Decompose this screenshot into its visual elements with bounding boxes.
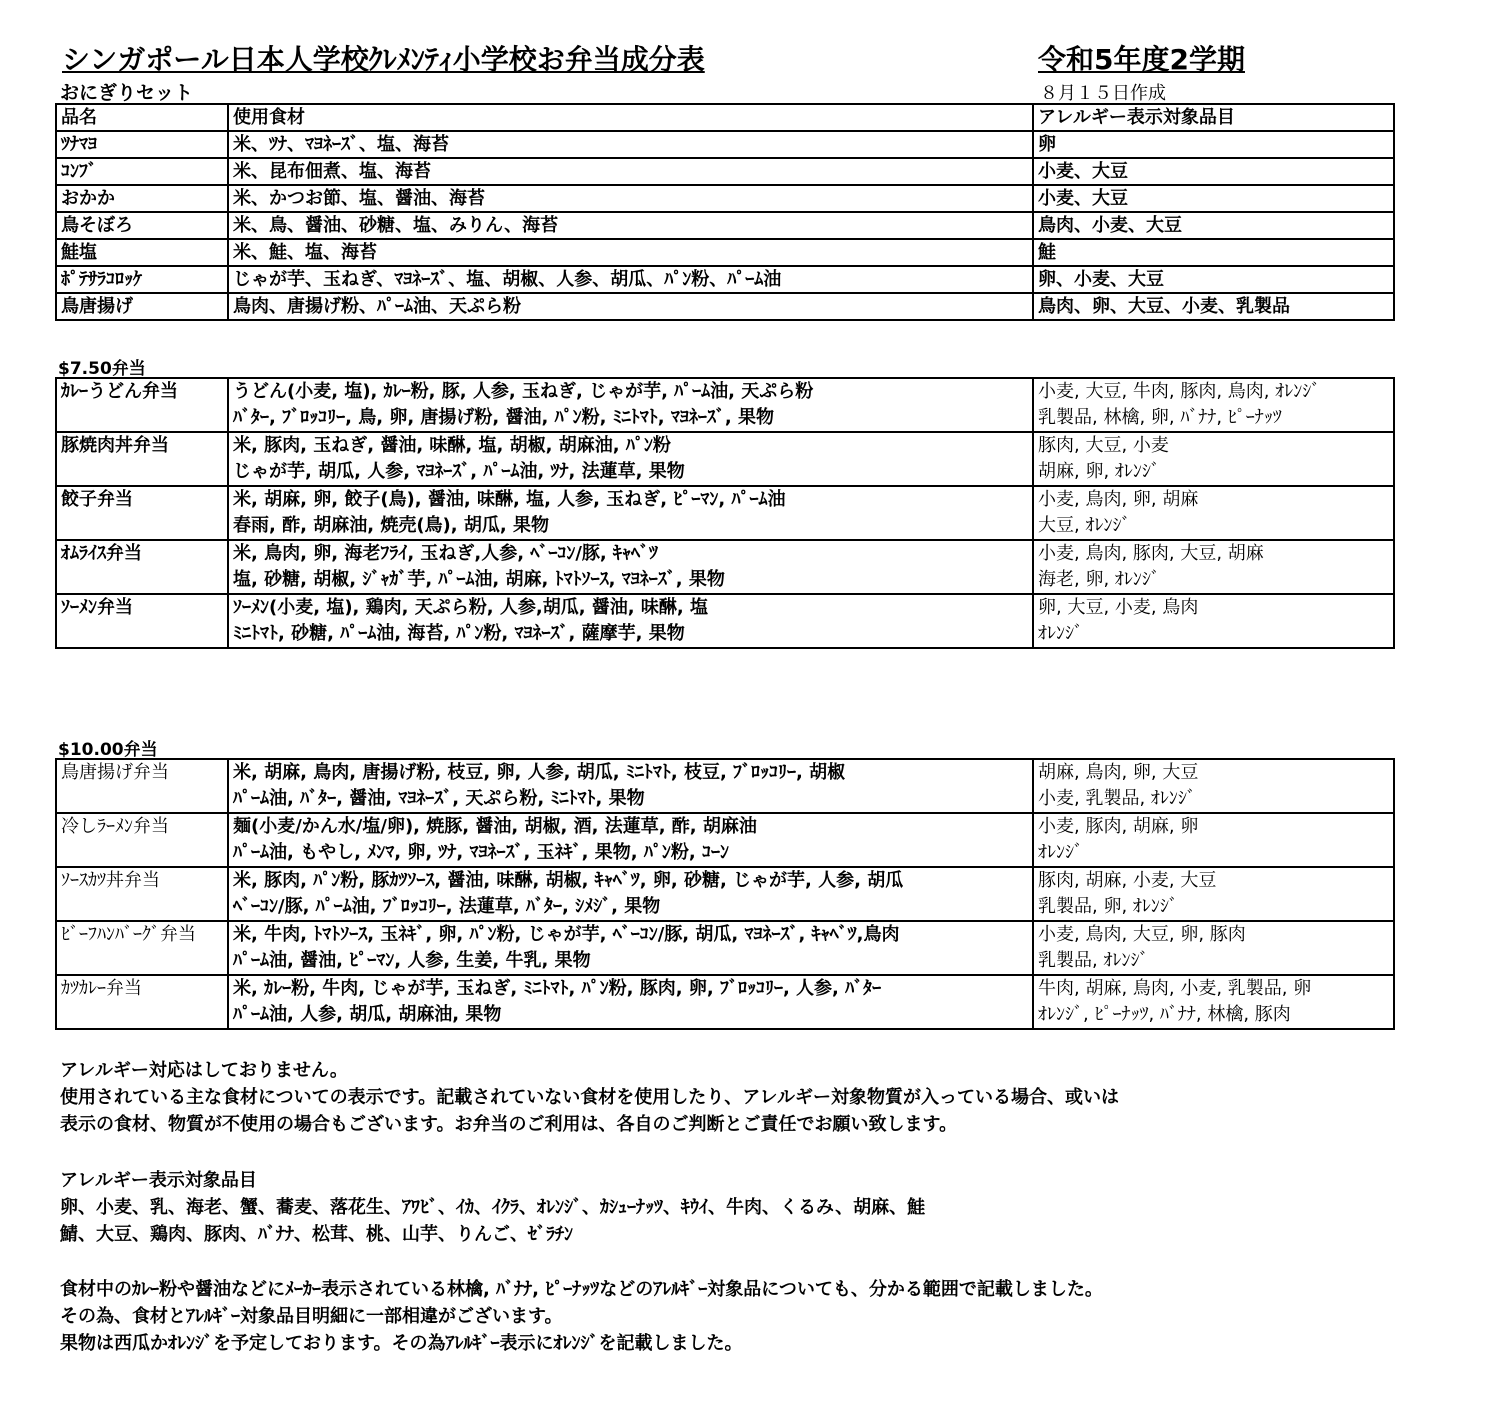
allergens-line-2: 乳製品, 林檎, 卵, ﾊﾞﾅﾅ, ﾋﾟｰﾅｯﾂ <box>1038 407 1282 428</box>
table-row <box>56 921 1394 975</box>
item-ingredients: 米、鳥、醤油、砂糖、塩、みりん、海苔 <box>228 212 1033 239</box>
allergens-line-2: 小麦, 乳製品, ｵﾚﾝｼﾞ <box>1038 788 1196 809</box>
item-name: ｿｰﾒﾝ弁当 <box>56 594 228 648</box>
item-allergens: 鳥肉、卵、大豆、小麦、乳製品 <box>1033 293 1394 320</box>
created-date: ８月１５日作成 <box>1040 83 1166 104</box>
item-name: 餃子弁当 <box>56 486 228 540</box>
item-ingredients: 米、鮭、塩、海苔 <box>228 239 1033 266</box>
allergen-list-line-2: 鯖、大豆、鶏肉、豚肉、ﾊﾞﾅﾅ、松茸、桃、山芋、りんご、ｾﾞﾗﾁﾝ <box>60 1224 573 1245</box>
table-row <box>56 158 1394 185</box>
item-name: ｺﾝﾌﾞ <box>56 158 228 185</box>
footnote-maker-labels: 食材中のｶﾚｰ粉や醤油などにﾒｰｶｰ表示されている林檎, ﾊﾞﾅﾅ, ﾋﾟｰﾅｯﾂなどのｱﾚﾙｷﾞｰ対象品についても、分かる範囲で記載しました。 <box>60 1279 1103 1300</box>
allergens-line-2: 大豆, ｵﾚﾝｼﾞ <box>1038 515 1131 536</box>
allergens-line-1: 小麦, 大豆, 牛肉, 豚肉, 鳥肉, ｵﾚﾝｼﾞ <box>1038 381 1321 402</box>
allergens-line-2: ｵﾚﾝｼﾞ <box>1038 623 1083 644</box>
item-allergens: 鮭 <box>1033 239 1394 266</box>
item-name: 鮭塩 <box>56 239 228 266</box>
section-label-1000: $10.00弁当 <box>58 740 158 760</box>
table-row <box>56 486 1394 540</box>
bento-750-table <box>55 377 1395 649</box>
table-row <box>56 813 1394 867</box>
table-row <box>56 266 1394 293</box>
table-row <box>56 212 1394 239</box>
item-allergens: 卵 <box>1033 131 1394 158</box>
item-name: 冷しﾗｰﾒﾝ弁当 <box>56 813 228 867</box>
ingredients-line-2: 春雨, 酢, 胡麻油, 焼売(鳥), 胡瓜, 果物 <box>233 515 549 536</box>
ingredients-line-1: うどん(小麦, 塩), ｶﾚｰ粉, 豚, 人参, 玉ねぎ, じゃが芋, ﾊﾟｰﾑ油, 天ぷら粉 <box>233 381 814 402</box>
ingredients-line-1: 米, ｶﾚｰ粉, 牛肉, じゃが芋, 玉ねぎ, ﾐﾆﾄﾏﾄ, ﾊﾟﾝ粉, 豚肉, 卵, ﾌﾞﾛｯｺﾘｰ, 人参, ﾊﾞﾀｰ <box>233 978 882 999</box>
set-name: おにぎりセット <box>60 82 194 104</box>
item-name: ﾎﾟﾃｻﾗｺﾛｯｹ <box>56 266 228 293</box>
allergens-line-1: 豚肉, 大豆, 小麦 <box>1038 435 1169 456</box>
item-name: ｿｰｽｶﾂ丼弁当 <box>56 867 228 921</box>
table-row <box>56 540 1394 594</box>
item-name: ｶﾂｶﾚｰ弁当 <box>56 975 228 1029</box>
allergens-line-1: 小麦, 鳥肉, 大豆, 卵, 豚肉 <box>1038 924 1246 945</box>
header-ingredients: 使用食材 <box>228 104 1033 131</box>
item-name: ｶﾚｰうどん弁当 <box>56 378 228 432</box>
table-row <box>56 131 1394 158</box>
allergens-line-2: ｵﾚﾝｼﾞ <box>1038 842 1083 863</box>
ingredients-line-2: 塩, 砂糖, 胡椒, ｼﾞｬｶﾞ芋, ﾊﾟｰﾑ油, 胡麻, ﾄﾏﾄｿｰｽ, ﾏﾖﾈｰｽﾞ, 果物 <box>233 569 725 590</box>
item-name: 鳥そぼろ <box>56 212 228 239</box>
ingredients-line-1: ｿｰﾒﾝ(小麦, 塩), 鶏肉, 天ぷら粉, 人参,胡瓜, 醤油, 味醂, 塩 <box>233 597 709 618</box>
allergens-line-1: 小麦, 鳥肉, 豚肉, 大豆, 胡麻 <box>1038 543 1264 564</box>
ingredients-line-1: 米, 牛肉, ﾄﾏﾄｿｰｽ, 玉ﾈｷﾞ, 卵, ﾊﾟﾝ粉, じゃが芋, ﾍﾞｰｺﾝ/豚, 胡瓜, ﾏﾖﾈｰｽﾞ, ｷｬﾍﾞﾂ,鳥肉 <box>233 924 900 945</box>
ingredients-line-2: ﾊﾟｰﾑ油, ﾊﾞﾀｰ, 醤油, ﾏﾖﾈｰｽﾞ, 天ぷら粉, ﾐﾆﾄﾏﾄ, 果物 <box>233 788 645 809</box>
item-ingredients: 米、昆布佃煮、塩、海苔 <box>228 158 1033 185</box>
table-row <box>56 432 1394 486</box>
table-row <box>56 867 1394 921</box>
document-title: シンガポール日本人学校ｸﾚﾒﾝﾃｨ小学校お弁当成分表 <box>62 43 705 76</box>
allergens-line-1: 胡麻, 鳥肉, 卵, 大豆 <box>1038 762 1199 783</box>
item-name: 豚焼肉丼弁当 <box>56 432 228 486</box>
header-item-name: 品名 <box>56 104 228 131</box>
ingredients-line-1: 麺(小麦/かん水/塩/卵), 焼豚, 醤油, 胡椒, 酒, 法蓮草, 酢, 胡麻油 <box>233 816 757 837</box>
allergens-line-2: ｵﾚﾝｼﾞ, ﾋﾟｰﾅｯﾂ, ﾊﾞﾅﾅ, 林檎, 豚肉 <box>1038 1004 1291 1025</box>
ingredients-line-2: ﾐﾆﾄﾏﾄ, 砂糖, ﾊﾟｰﾑ油, 海苔, ﾊﾟﾝ粉, ﾏﾖﾈｰｽﾞ, 薩摩芋, 果物 <box>233 623 685 644</box>
ingredients-line-1: 米, 胡麻, 鳥肉, 唐揚げ粉, 枝豆, 卵, 人参, 胡瓜, ﾐﾆﾄﾏﾄ, 枝豆, ﾌﾞﾛｯｺﾘｰ, 胡椒 <box>233 762 846 783</box>
allergens-line-1: 小麦, 豚肉, 胡麻, 卵 <box>1038 816 1199 837</box>
ingredients-line-1: 米, 豚肉, ﾊﾟﾝ粉, 豚ｶﾂｿｰｽ, 醤油, 味醂, 胡椒, ｷｬﾍﾞﾂ, 卵, 砂糖, じゃが芋, 人参, 胡瓜 <box>233 870 904 891</box>
ingredients-line-2: ﾊﾟｰﾑ油, 人参, 胡瓜, 胡麻油, 果物 <box>233 1004 502 1025</box>
item-allergens: 卵、小麦、大豆 <box>1033 266 1394 293</box>
item-ingredients: じゃが芋、玉ねぎ、ﾏﾖﾈｰｽﾞ、塩、胡椒、人参、胡瓜、ﾊﾟﾝ粉、ﾊﾟｰﾑ油 <box>228 266 1033 293</box>
item-ingredients: 米、かつお節、塩、醤油、海苔 <box>228 185 1033 212</box>
item-allergens: 小麦、大豆 <box>1033 185 1394 212</box>
ingredients-line-2: じゃが芋, 胡瓜, 人参, ﾏﾖﾈｰｽﾞ, ﾊﾟｰﾑ油, ﾂﾅ, 法蓮草, 果物 <box>233 461 685 482</box>
ingredients-line-1: 米, 豚肉, 玉ねぎ, 醤油, 味醂, 塩, 胡椒, 胡麻油, ﾊﾟﾝ粉 <box>233 435 671 456</box>
allergens-line-1: 小麦, 鳥肉, 卵, 胡麻 <box>1038 489 1199 510</box>
table-row <box>56 759 1394 813</box>
item-ingredients: 米、ﾂﾅ、ﾏﾖﾈｰｽﾞ、塩、海苔 <box>228 131 1033 158</box>
table-row <box>56 594 1394 648</box>
table-row <box>56 975 1394 1029</box>
item-allergens: 鳥肉、小麦、大豆 <box>1033 212 1394 239</box>
ingredients-line-2: ﾊﾟｰﾑ油, 醤油, ﾋﾟｰﾏﾝ, 人参, 生姜, 牛乳, 果物 <box>233 950 591 971</box>
ingredients-line-2: ﾊﾞﾀｰ, ﾌﾞﾛｯｺﾘｰ, 鳥, 卵, 唐揚げ粉, 醤油, ﾊﾟﾝ粉, ﾐﾆﾄﾏﾄ, ﾏﾖﾈｰｽﾞ, 果物 <box>233 407 774 428</box>
table-row <box>56 185 1394 212</box>
table-header-row <box>56 104 1394 131</box>
allergen-list-block <box>60 1167 925 1248</box>
allergens-line-1: 牛肉, 胡麻, 鳥肉, 小麦, 乳製品, 卵 <box>1038 978 1312 999</box>
ingredients-line-1: 米, 胡麻, 卵, 餃子(鳥), 醤油, 味醂, 塩, 人参, 玉ねぎ, ﾋﾟｰﾏﾝ, ﾊﾟｰﾑ油 <box>233 489 786 510</box>
allergens-line-1: 卵, 大豆, 小麦, 鳥肉 <box>1038 597 1199 618</box>
onigiri-table <box>55 103 1395 321</box>
item-name: ﾂﾅﾏﾖ <box>56 131 228 158</box>
table-row <box>56 293 1394 320</box>
allergens-line-2: 胡麻, 卵, ｵﾚﾝｼﾞ <box>1038 461 1160 482</box>
allergens-line-2: 海老, 卵, ｵﾚﾝｼﾞ <box>1038 569 1160 590</box>
table-row <box>56 239 1394 266</box>
item-allergens: 小麦、大豆 <box>1033 158 1394 185</box>
ingredients-line-1: 米, 鳥肉, 卵, 海老ﾌﾗｲ, 玉ねぎ,人参, ﾍﾞｰｺﾝ/豚, ｷｬﾍﾞﾂ <box>233 543 659 564</box>
ingredients-line-2: ﾊﾟｰﾑ油, もやし, ﾒﾝﾏ, 卵, ﾂﾅ, ﾏﾖﾈｰｽﾞ, 玉ﾈｷﾞ, 果物, ﾊﾟﾝ粉, ｺｰﾝ <box>233 842 729 863</box>
allergen-list-line-1: 卵、小麦、乳、海老、蟹、蕎麦、落花生、ｱﾜﾋﾞ、ｲｶ、ｲｸﾗ、ｵﾚﾝｼﾞ、ｶｼｭｰﾅｯﾂ、ｷｳｲ、牛肉、くるみ、胡麻、鮭 <box>60 1197 926 1218</box>
footnote-fruit: 果物は西瓜かｵﾚﾝｼﾞを予定しております。その為ｱﾚﾙｷﾞｰ表示にｵﾚﾝｼﾞを記載しました。 <box>60 1333 743 1354</box>
header-allergens: アレルギー表示対象品目 <box>1033 104 1394 131</box>
term-label: 令和5年度2学期 <box>1038 43 1245 76</box>
notes-block <box>60 1057 1119 1138</box>
item-name: ﾋﾞｰﾌﾊﾝﾊﾞｰｸﾞ弁当 <box>56 921 228 975</box>
bento-1000-table <box>55 758 1395 1030</box>
note-main-ingredients: 使用されている主な食材についての表示です。記載されていない食材を使用したり、アレルギー対象物質が入っている場合、或いは <box>60 1087 1120 1108</box>
allergen-list-heading: アレルギー表示対象品目 <box>60 1170 257 1191</box>
footnote-block <box>60 1276 1103 1357</box>
footnote-discrepancy: その為、食材とｱﾚﾙｷﾞｰ対象品目明細に一部相違がございます。 <box>60 1306 563 1327</box>
section-label-750: $7.50弁当 <box>58 359 146 379</box>
note-no-allergy-support: アレルギー対応はしておりません。 <box>60 1060 348 1081</box>
allergens-line-2: 乳製品, 卵, ｵﾚﾝｼﾞ <box>1038 896 1178 917</box>
item-name: 鳥唐揚げ弁当 <box>56 759 228 813</box>
table-row <box>56 378 1394 432</box>
item-name: ｵﾑﾗｲｽ弁当 <box>56 540 228 594</box>
note-responsibility: 表示の食材、物質が不使用の場合もございます。お弁当のご利用は、各自のご判断とご責任でお願い致します。 <box>60 1114 958 1135</box>
ingredients-line-2: ﾍﾞｰｺﾝ/豚, ﾊﾟｰﾑ油, ﾌﾞﾛｯｺﾘｰ, 法蓮草, ﾊﾞﾀｰ, ｼﾒｼﾞ, 果物 <box>233 896 661 917</box>
allergens-line-1: 豚肉, 胡麻, 小麦, 大豆 <box>1038 870 1217 891</box>
item-name: 鳥唐揚げ <box>56 293 228 320</box>
item-ingredients: 鳥肉、唐揚げ粉、ﾊﾟｰﾑ油、天ぷら粉 <box>228 293 1033 320</box>
item-name: おかか <box>56 185 228 212</box>
allergens-line-2: 乳製品, ｵﾚﾝｼﾞ <box>1038 950 1149 971</box>
